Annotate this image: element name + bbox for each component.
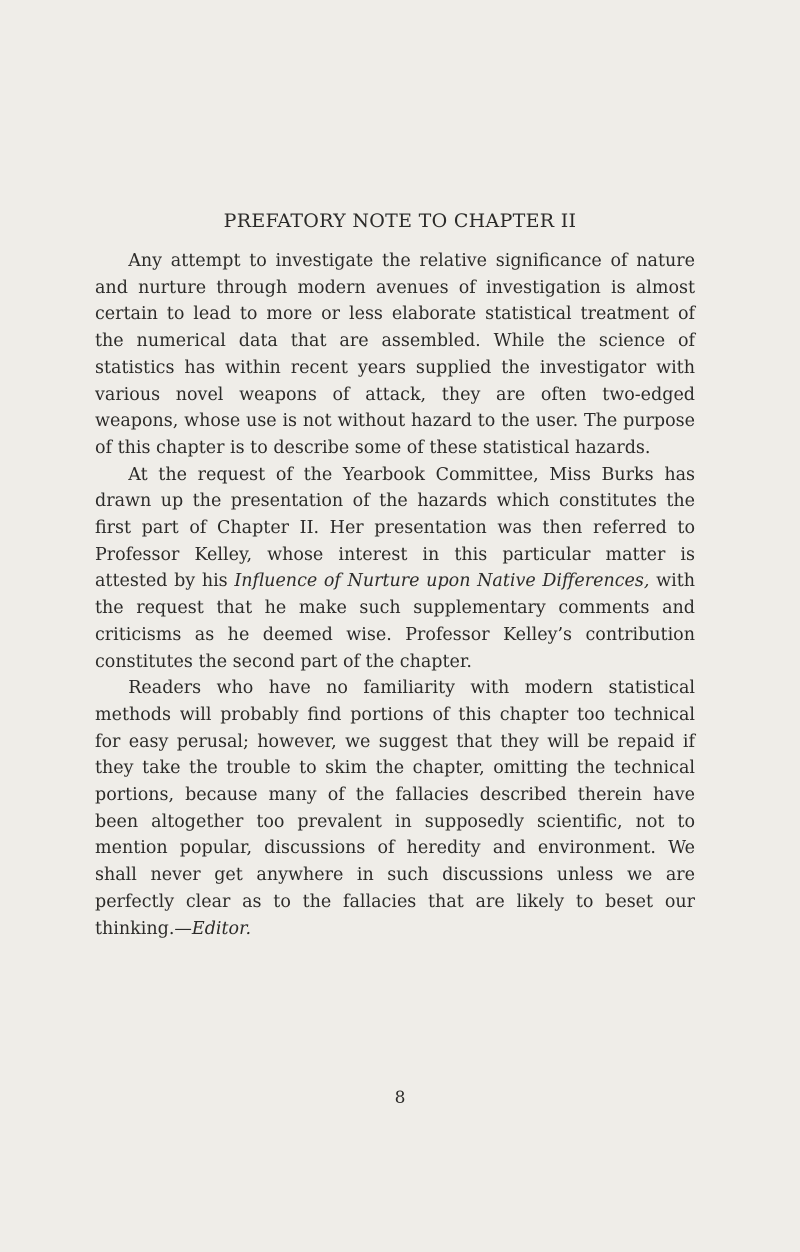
paragraph xyxy=(95,675,695,942)
paragraph-text: Any attempt to investigate the relative significance of nature and nurture through modern avenues of investigation is almost certain to lead to more or less elaborate statistical treatment of the numerical data that are assembled. While the science of statistics has within recent years supplied the investigator with various novel weapons of attack, they are often two-edged weapons, whose use is not without hazard to the user. The purpose of this chapter is to describe some of these statistical hazards. xyxy=(95,251,695,458)
prefatory-note-body xyxy=(95,248,695,942)
paragraph xyxy=(95,462,695,676)
paragraph-text: At the request of the Yearbook Committee, Miss Burks has drawn up the presentation of the hazards which constitutes the first part of Chapter II. Her presentation was then referred to Professor Kelley, whose interest in this particular matter is attested by his xyxy=(95,464,695,592)
paragraph-text: Readers who have no familiarity with modern statistical methods will probably find portions of this chapter too technical for easy perusal; however, we suggest that they will be repaid if they take the trouble to skim the chapter, omitting the technical portions, because many of the fallacies described therein have been altogether too prevalent in supposedly scientific, not to mention popular, discussions of heredity and environment. We shall never get anywhere in such discussions unless we are perfectly clear as to the fallacies that are likely to beset our thinking.— xyxy=(95,678,695,939)
chapter-heading: PREFATORY NOTE TO CHAPTER II xyxy=(223,210,577,232)
book-title: Influence of Nurture upon Native Differences, xyxy=(234,571,650,592)
paragraph-text: with the request that he make such supplementary comments and criticisms as he deemed wise. Professor Kelley’s contribution constitutes the second part of the chapter. xyxy=(95,571,695,672)
paragraph xyxy=(95,248,695,462)
editor-signature: Editor. xyxy=(191,918,252,939)
page-number: 8 xyxy=(394,1088,406,1108)
